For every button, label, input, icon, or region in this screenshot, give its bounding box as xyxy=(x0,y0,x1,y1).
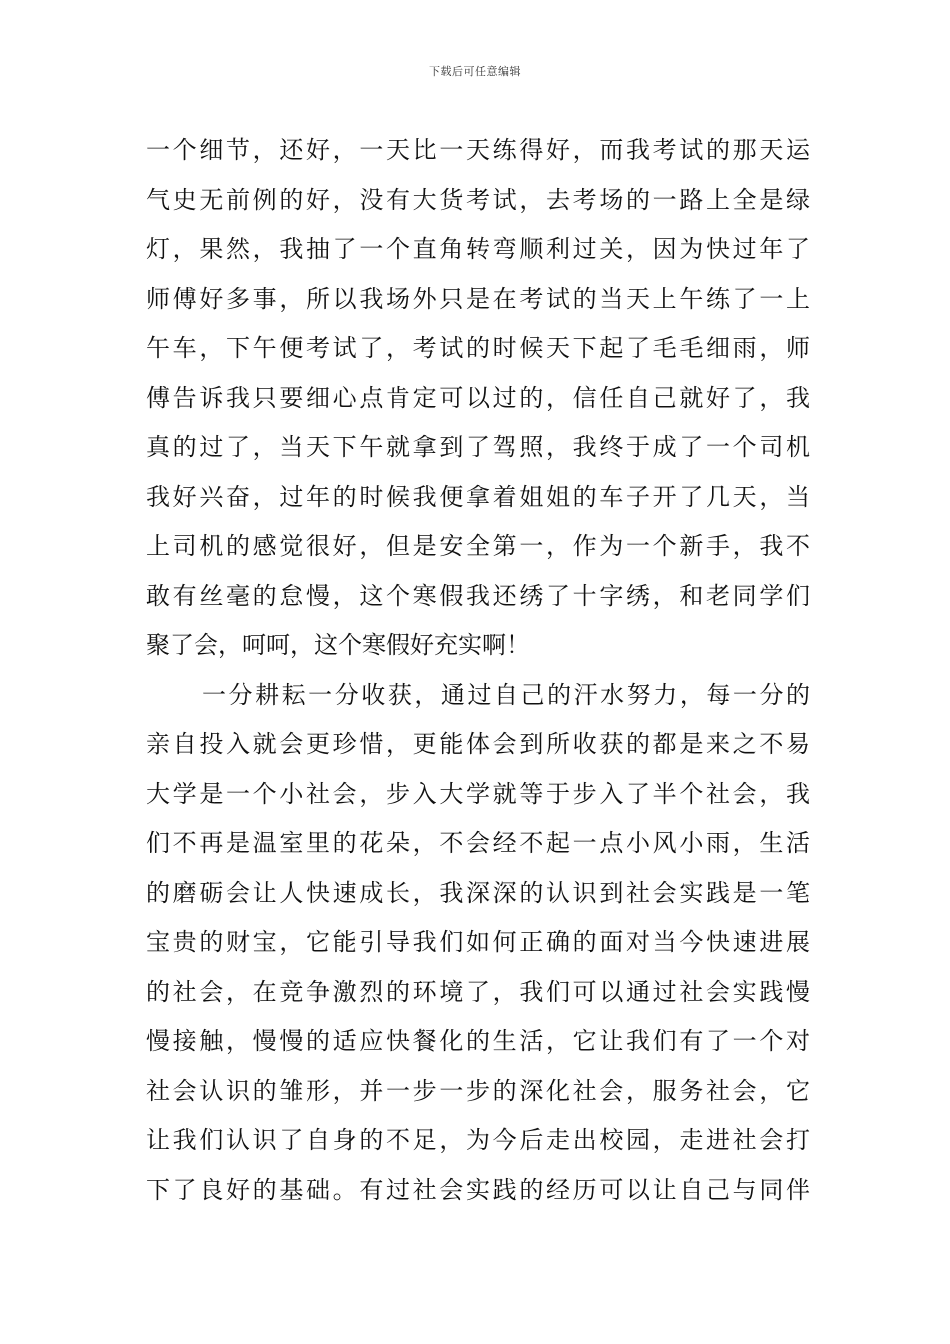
text-line: 上司机的感觉很好，但是安全第一，作为一个新手，我不 xyxy=(146,532,810,560)
text-line: 的社会，在竞争激烈的环境了，我们可以通过社会实践慢 xyxy=(146,977,810,1006)
text-line: 宝贵的财宝，它能引导我们如何正确的面对当今快速进展 xyxy=(146,928,810,956)
text-line: 让我们认识了自身的不足，为今后走出校园，走进社会打 xyxy=(146,1126,810,1154)
text-line: 敢有丝毫的怠慢，这个寒假我还绣了十字绣，和老同学们 xyxy=(146,581,810,610)
text-line: 我好兴奋，过年的时候我便拿着姐姐的车子开了几天，当 xyxy=(146,482,810,511)
document-body xyxy=(146,126,810,1215)
paragraph xyxy=(146,126,810,671)
text-line: 一个细节，还好，一天比一天练得好，而我考试的那天运 xyxy=(146,136,810,164)
text-line: 的磨砺会让人快速成长，我深深的认识到社会实践是一笔 xyxy=(146,878,810,907)
text-line: 傅告诉我只要细心点肯定可以过的，信任自己就好了，我 xyxy=(146,383,810,412)
text-line: 下了良好的基础。有过社会实践的经历可以让自己与同伴 xyxy=(146,1175,810,1204)
text-line: 们不再是温室里的花朵，不会经不起一点小风小雨，生活 xyxy=(146,829,810,857)
text-line: 气史无前例的好，没有大货考试，去考场的一路上全是绿 xyxy=(146,185,810,214)
text-line: 真的过了，当天下午就拿到了驾照，我终于成了一个司机 xyxy=(146,433,810,461)
text-line: 一分耕耘一分收获，通过自己的汗水努力，每一分的 xyxy=(202,680,810,709)
text-line: 大学是一个小社会，步入大学就等于步入了半个社会，我 xyxy=(146,779,810,808)
paragraph xyxy=(146,671,810,1216)
text-line: 亲自投入就会更珍惜，更能体会到所收获的都是来之不易 xyxy=(146,730,810,758)
text-line: 灯，果然，我抽了一个直角转弯顺利过关，因为快过年了 xyxy=(146,235,810,263)
text-line: 师傅好多事，所以我场外只是在考试的当天上午练了一上 xyxy=(146,284,810,313)
text-line: 聚了会，呵呵，这个寒假好充实啊！ xyxy=(146,631,530,659)
text-line: 社会认识的雏形，并一步一步的深化社会，服务社会，它 xyxy=(146,1076,810,1105)
text-line: 午车，下午便考试了，考试的时候天下起了毛毛细雨，师 xyxy=(146,334,810,362)
page-header: 下载后可任意编辑 xyxy=(429,65,521,78)
text-line: 慢接触，慢慢的适应快餐化的生活，它让我们有了一个对 xyxy=(146,1027,810,1055)
